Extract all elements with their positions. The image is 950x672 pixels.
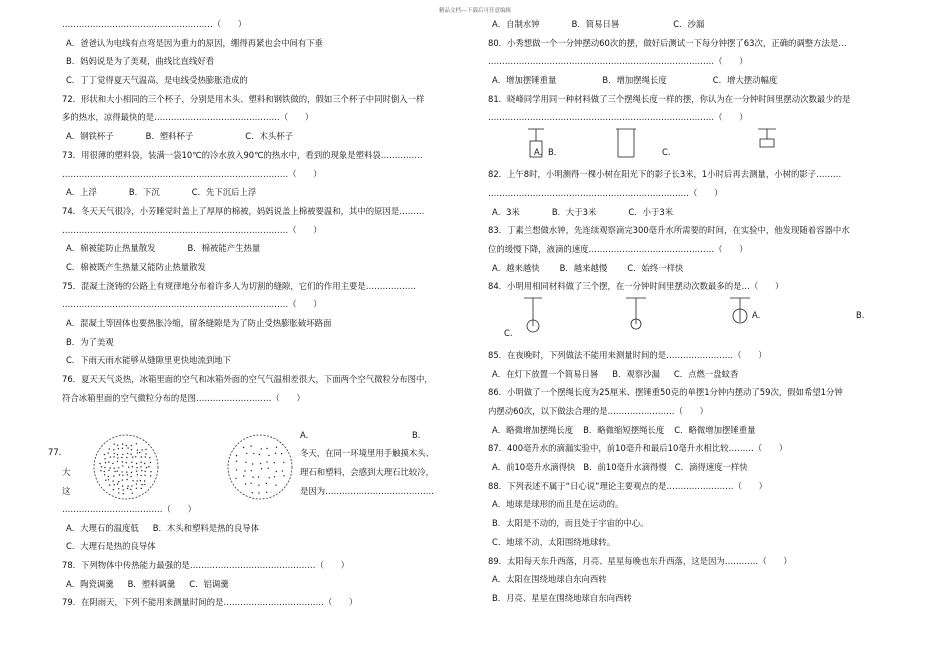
- air-particle: [144, 475, 145, 476]
- q85-text: 85．在夜晚时，下列做法不能用来测量时间的是……………………（ ）: [488, 349, 767, 360]
- q80-option-c: C．增大摆动幅度: [712, 75, 778, 86]
- air-particle: [117, 454, 118, 455]
- air-particle: [245, 462, 246, 463]
- q75-text-cont: ………………………………………………………………………（ ）: [62, 299, 322, 310]
- air-particle: [244, 470, 245, 471]
- air-particle: [266, 492, 267, 493]
- q74-option-c: C．棉被既产生热量又能防止热量散发: [66, 261, 206, 272]
- q83-option-a: A．越来越快: [492, 262, 540, 273]
- air-particle: [283, 475, 284, 476]
- air-particle: [132, 492, 133, 493]
- q87-option-a: A．前10毫升水滴得快: [492, 462, 576, 473]
- air-particle: [122, 475, 123, 476]
- air-particle: [118, 467, 119, 468]
- air-particle: [250, 483, 251, 484]
- q78-option-c: C．铝调羹: [189, 578, 229, 589]
- air-particle: [126, 471, 127, 472]
- air-particle: [117, 445, 118, 446]
- q77-fragment-da: 大: [62, 467, 71, 477]
- q79-option-a: A．自制水钟: [492, 19, 540, 29]
- air-particle: [132, 456, 133, 457]
- air-particle: [132, 480, 133, 481]
- q88-option-a: A．地球是球形的而且是在运动的。: [492, 499, 624, 510]
- q78-option-b: B．塑料调羹: [127, 578, 176, 589]
- air-particle: [144, 471, 145, 472]
- air-particle: [243, 447, 244, 448]
- air-particle: [245, 483, 246, 484]
- q80-option-b: B．增加摆绳长度: [602, 75, 667, 86]
- q72-options: [62, 127, 470, 146]
- air-particle: [122, 461, 123, 462]
- air-particle: [282, 470, 283, 471]
- air-particle: [126, 457, 127, 458]
- q79-options: [488, 15, 908, 34]
- air-particle: [117, 457, 118, 458]
- q86-options: [488, 421, 908, 440]
- air-particle: [141, 484, 142, 485]
- air-particle: [114, 471, 115, 472]
- air-particle: [104, 458, 105, 459]
- q76-label-b: B.: [412, 430, 421, 440]
- air-particle: [149, 457, 150, 458]
- air-particle: [137, 474, 138, 475]
- air-particle: [118, 481, 119, 482]
- air-particle: [136, 467, 137, 468]
- q73-text: 73．用很薄的塑料袋，装满一袋10℃的冷水放入90℃的热水中，看到的现象是塑料袋……………: [62, 149, 423, 160]
- q74-text-cont: ………………………………………………………………………（ ）: [62, 224, 322, 235]
- air-particle: [260, 463, 261, 464]
- air-particle: [150, 462, 151, 463]
- q82-option-c: C．小于3米: [628, 206, 674, 217]
- q84-figures: [488, 296, 908, 336]
- air-particle: [148, 466, 149, 467]
- page-header: 精品文档---下载后可任意编辑: [439, 8, 511, 14]
- q87-option-c: C．滴得速度一样快: [674, 462, 748, 473]
- air-particle: [100, 470, 101, 471]
- q72-option-c: C．木头杯子: [245, 131, 293, 142]
- air-particle: [268, 455, 269, 456]
- air-particle: [259, 454, 260, 455]
- q71-option-b: B．妈妈说是为了美观，曲线比直线好看: [66, 56, 215, 67]
- air-particle: [146, 467, 147, 468]
- air-particle: [104, 474, 105, 475]
- air-particle: [131, 462, 132, 463]
- q83-option-c: C．始终一样快: [627, 262, 684, 273]
- q77-options-ab: [62, 519, 470, 538]
- q77-fragment-zhe: 这: [62, 486, 71, 496]
- q86-option-b: B．略微缩短摆绳长度: [583, 424, 665, 435]
- q81-label-b: B.: [548, 147, 557, 158]
- air-particle: [266, 461, 267, 462]
- air-particle: [236, 455, 237, 456]
- air-particle: [283, 462, 284, 463]
- q80-text: 80．小秀想做一个一分钟摆动60次的摆，做好后测试一下每分钟摆了63次，正确的调整方法是…: [488, 37, 847, 48]
- air-particle: [141, 456, 142, 457]
- q72-option-b: B．塑料杯子: [145, 131, 194, 142]
- q71-option-a: A．爸爸认为电线有点弯是因为重力的原因，绷得再紧也会中间有下垂: [66, 37, 323, 48]
- q73-option-a: A．上浮: [66, 187, 97, 198]
- q86-option-a: A．略微增加摆绳长度: [492, 424, 574, 435]
- air-particle: [243, 475, 244, 476]
- air-particle: [131, 449, 132, 450]
- q77-option-c: C．大理石是热的良导体: [66, 541, 156, 552]
- air-particle: [113, 449, 114, 450]
- air-particle: [275, 453, 276, 454]
- air-particle: [132, 466, 133, 467]
- air-particle: [117, 461, 118, 462]
- q87-option-b: B．前10毫升水滴得慢: [583, 462, 667, 473]
- air-particle: [101, 466, 102, 467]
- q78-options: [62, 575, 470, 594]
- air-particle: [127, 488, 128, 489]
- air-particle: [131, 445, 132, 446]
- air-particle: [131, 485, 132, 486]
- air-particle: [114, 484, 115, 485]
- air-particle: [104, 454, 105, 455]
- q77-option-a: A．大理石的温度低: [66, 522, 139, 533]
- q77-tail: ………………………………（ ）: [62, 504, 196, 514]
- air-particle: [150, 471, 151, 472]
- air-particle: [122, 448, 123, 449]
- q77-option-b: B．木头和塑料是热的良导体: [152, 522, 259, 533]
- q76-text: 76．夏天天气炎热，冰箱里面的空气和冰箱外面的空气气温相差很大，下面两个空气微粒分布图中，: [62, 374, 433, 385]
- q89-text: 89．太阳每天东升西落，月亮、星星每晚也东升西落，这是因为…………（ ）: [488, 555, 792, 566]
- air-particle: [122, 485, 123, 486]
- q77-text-2: 理石和塑料，会感到大理石比较冷，: [300, 467, 434, 477]
- air-particle: [136, 488, 137, 489]
- q82-text-cont: ………………………………………………………………（ ）: [488, 187, 723, 198]
- q82-option-b: B．大于3米: [551, 206, 597, 217]
- air-particle: [139, 452, 140, 453]
- air-particle: [236, 461, 237, 462]
- air-particle: [104, 467, 105, 468]
- air-particle: [236, 469, 237, 470]
- air-particle: [144, 480, 145, 481]
- air-particle: [122, 471, 123, 472]
- q83-text-cont: 位的缓慢下降，液滴的速度………………………………………（ ）: [488, 243, 748, 254]
- air-particle: [118, 448, 119, 449]
- q83-option-b: B．越来越慢: [559, 262, 608, 273]
- air-particle: [266, 448, 267, 449]
- air-particle: [126, 462, 127, 463]
- q88-option-c: C．地球不动，太阳围绕地球转。: [492, 536, 616, 547]
- air-particle: [276, 471, 277, 472]
- q77-text-3: 是因为…………………………………: [300, 486, 434, 496]
- q75-option-b: B．为了美观: [66, 336, 114, 347]
- q84-text: 84．小明用相同材料做了三个摆，在一分钟时间里摆动次数最多的是…（ ）: [488, 281, 784, 292]
- air-particle: [117, 483, 118, 484]
- q72-text: 72．形状和大小相同的三个杯子，分别是用木头、塑料和钢铁做的，假如三个杯子中同时倒入一样: [62, 93, 425, 104]
- air-particle: [113, 489, 114, 490]
- air-particle: [137, 452, 138, 453]
- air-particle: [141, 449, 142, 450]
- q77-text-1: 冬天，在同一环境里用手触摸木头、: [300, 448, 434, 458]
- air-particle: [108, 479, 109, 480]
- q75-option-a: A．混凝土等固体也要热胀冷缩，留条缝隙是为了防止受热膨胀破坏路面: [66, 318, 332, 328]
- air-particle: [121, 457, 122, 458]
- air-particle: [118, 488, 119, 489]
- q71-tail: ………………………………………………（ ）: [62, 19, 247, 29]
- air-particle: [104, 471, 105, 472]
- air-particle: [109, 448, 110, 449]
- q78-text: 78．下列物体中传热能力最强的是………………………………………（ ）: [62, 560, 350, 571]
- air-particle: [261, 448, 262, 449]
- q79-option-b: B．简易日晷: [571, 19, 620, 29]
- air-particle: [128, 466, 129, 467]
- air-particle: [127, 447, 128, 448]
- q74-options-ab: [62, 239, 470, 258]
- air-particle: [246, 453, 247, 454]
- air-particle: [122, 465, 123, 466]
- pendulum-diagram-q81: [518, 127, 788, 165]
- air-particle: [113, 468, 114, 469]
- air-particle: [127, 485, 128, 486]
- air-particle: [127, 474, 128, 475]
- air-particle: [144, 484, 145, 485]
- q73-options: [62, 183, 470, 202]
- air-particle: [266, 483, 267, 484]
- air-particle: [123, 489, 124, 490]
- air-particle: [127, 453, 128, 454]
- q73-text-cont: ………………………………………………………………………（ ）: [62, 168, 322, 179]
- q81-label-a: A.: [534, 147, 543, 158]
- air-particle: [130, 454, 131, 455]
- air-particle: [145, 456, 146, 457]
- q77-number: 77.: [48, 447, 62, 457]
- q81-text: 81．晓峰同学用同一种材料做了三个摆绳长度一样的摆，你认为在一分钟时间里摆动次数最少的是: [488, 93, 851, 104]
- air-particle: [137, 450, 138, 451]
- q85-option-a: A．在灯下放置一个简易日晷: [492, 368, 599, 379]
- air-particle: [105, 462, 106, 463]
- air-particle: [110, 467, 111, 468]
- q79-option-c: C．沙漏: [673, 19, 705, 29]
- air-particle: [108, 476, 109, 477]
- air-particle: [126, 445, 127, 446]
- q81-text-cont: ………………………………………………………………………（ ）: [488, 112, 748, 123]
- air-particle: [235, 478, 236, 479]
- air-particle: [122, 479, 123, 480]
- air-particle: [131, 472, 132, 473]
- air-particle: [258, 476, 259, 477]
- air-particle: [276, 447, 277, 448]
- air-particle: [258, 485, 259, 486]
- air-particle: [250, 445, 251, 446]
- q87-options: [488, 458, 908, 477]
- q74-option-a: A．棉被能防止热量散发: [66, 243, 156, 254]
- q86-text: 86．小明做了一个摆绳长度为25厘米、摆锤重50克的单摆1分钟内摆动了59次，假如希望1分钟: [488, 387, 843, 398]
- q86-text-cont: 内摆动60次，以下做法合理的是……………………（ ）: [488, 406, 709, 416]
- air-particle: [252, 463, 253, 464]
- q82-option-a: A．3米: [492, 206, 520, 217]
- air-particle: [145, 453, 146, 454]
- air-particle: [281, 453, 282, 454]
- right-column: [488, 15, 908, 608]
- air-particle: [258, 492, 259, 493]
- air-particle: [261, 468, 262, 469]
- q74-text: 74．冬天天气很冷，小芳睡觉时盖上了厚厚的棉被，妈妈说盖上棉被要温和，其中的原因是………: [62, 205, 425, 216]
- q80-options: [488, 71, 908, 90]
- q85-option-b: B．观察沙漏: [612, 368, 660, 379]
- air-particle: [113, 456, 114, 457]
- air-particle: [140, 466, 141, 467]
- air-particle: [112, 480, 113, 481]
- air-particle: [105, 480, 106, 481]
- air-particle: [140, 475, 141, 476]
- air-particle: [114, 453, 115, 454]
- q84-label-a: A.: [752, 309, 761, 320]
- particle-diagram-dense: [88, 434, 164, 500]
- air-particle: [144, 463, 145, 464]
- pendulum-diagram-q84: [520, 296, 760, 334]
- q75-option-c: C．下雨天雨水能够从缝隙里更快地流到地下: [66, 355, 231, 366]
- air-particle: [130, 489, 131, 490]
- air-particle: [108, 461, 109, 462]
- q73-option-b: B．下沉: [128, 187, 160, 198]
- q72-option-a: A．钢铁杯子: [66, 131, 114, 142]
- air-particle: [252, 492, 253, 493]
- air-particle: [117, 471, 118, 472]
- particle-diagram-sparse: [222, 434, 298, 500]
- left-column: [62, 15, 470, 407]
- q85-options: [488, 365, 908, 384]
- air-particle: [268, 468, 269, 469]
- air-particle: [136, 471, 137, 472]
- air-particle: [136, 463, 137, 464]
- air-particle: [113, 443, 114, 444]
- q82-options: [488, 203, 908, 222]
- air-particle: [126, 479, 127, 480]
- q75-text: 75．混凝土浇铸的公路上有规律地分布着许多人为切割的缝隙，它们的作用主要是………………: [62, 280, 417, 291]
- q89-option-a: A．太阳在围绕地球自东向西转: [492, 574, 607, 585]
- air-particle: [274, 476, 275, 477]
- q76-label-a: A.: [300, 430, 309, 440]
- q84-label-c: C.: [504, 327, 513, 338]
- q82-text: 82．上午8时，小明测得一棵小树在阳光下的影子长3米，1小时后再去测量，小树的影子………: [488, 169, 842, 180]
- air-particle: [136, 483, 137, 484]
- air-particle: [145, 449, 146, 450]
- air-particle: [136, 443, 137, 444]
- air-particle: [140, 480, 141, 481]
- air-particle: [269, 477, 270, 478]
- q73-option-c: C．先下沉后上浮: [191, 187, 257, 198]
- air-particle: [109, 484, 110, 485]
- q88-option-b: B．太阳是不动的，而且处于宇宙的中心。: [492, 518, 649, 529]
- air-particle: [252, 477, 253, 478]
- q78-option-a: A．陶瓷调羹: [66, 578, 114, 589]
- air-particle: [150, 475, 151, 476]
- q72-text-cont: 多的热水，凉得最快的是………………………………………（ ）: [62, 112, 314, 123]
- q74-option-b: B．棉被能产生热量: [187, 243, 261, 254]
- air-particle: [99, 463, 100, 464]
- q83-options: [488, 259, 908, 278]
- q76-text-cont: 符合冰箱里面的空气微粒分布的是图………………………（ ）: [62, 392, 305, 403]
- q89-option-b: B．月亮、星星在围绕地球自东向西转: [492, 592, 632, 603]
- air-particle: [108, 470, 109, 471]
- q83-text: 83．丁素兰想做水钟，先连续观察滴完300毫升水所需要的时间，在实验中，他发现随着容器中水: [488, 225, 850, 236]
- q87-text: 87．400毫升水的滴漏实验中，前10毫升和最后10毫升水相比较………（ ）: [488, 443, 788, 454]
- air-particle: [130, 476, 131, 477]
- q88-text: 88．下列表述不属于“日心说”理论主要观点的是……………………（ ）: [488, 480, 767, 491]
- air-particle: [123, 493, 124, 494]
- air-particle: [140, 462, 141, 463]
- q85-option-c: C．点燃一盘蚊香: [673, 368, 739, 379]
- air-particle: [108, 452, 109, 453]
- air-particle: [253, 453, 254, 454]
- air-particle: [141, 488, 142, 489]
- q81-figures: [488, 127, 908, 165]
- air-particle: [275, 485, 276, 486]
- air-particle: [113, 475, 114, 476]
- q84-label-b: B.: [856, 309, 865, 320]
- air-particle: [112, 463, 113, 464]
- q71-option-c: C．丁丁觉得夏天气温高，是电线受热膨胀造成的: [66, 75, 248, 86]
- q86-option-c: C．略微增加摆锤重量: [674, 424, 756, 435]
- air-particle: [118, 492, 119, 493]
- air-particle: [119, 474, 120, 475]
- air-particle: [135, 456, 136, 457]
- left-column-lower: [62, 500, 470, 612]
- air-particle: [251, 470, 252, 471]
- air-particle: [110, 456, 111, 457]
- air-particle: [122, 454, 123, 455]
- air-particle: [274, 462, 275, 463]
- q81-label-c: C.: [662, 147, 671, 158]
- air-particle: [141, 470, 142, 471]
- air-particle: [137, 480, 138, 481]
- q80-option-a: A．增加摆锤重量: [492, 75, 557, 86]
- q80-text-cont: ………………………………………………………………………（ ）: [488, 56, 748, 67]
- q79-text: 79．在阴雨天，下列不能用来测量时间的是………………………………（ ）: [62, 597, 358, 608]
- air-particle: [122, 443, 123, 444]
